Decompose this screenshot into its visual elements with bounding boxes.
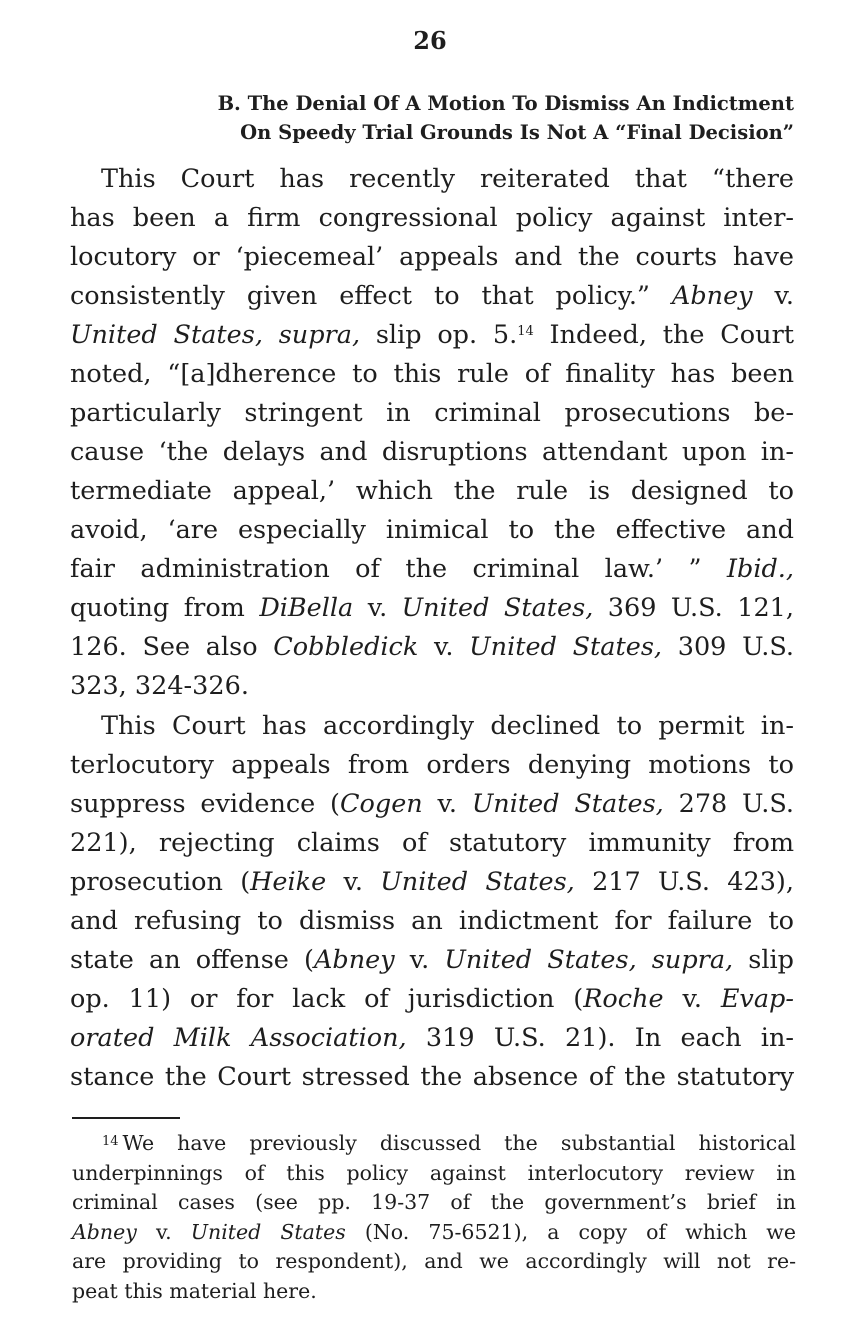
text-segment: (No. 75-6521), a copy of which we [364,1219,796,1244]
paragraph-2 [70,707,794,1097]
text-segment: consistently given effect to that policy.” [70,281,650,311]
text-line: and refusing to dismiss an indictment for failure to [70,906,794,936]
case-name: Abney [313,945,395,975]
case-name: United States, [380,867,575,897]
text-segment: v. [343,867,363,897]
text-line [70,628,794,667]
footnote-line [72,1129,796,1159]
text-segment: Indeed, the Court [549,320,795,350]
case-name: United States, supra, [70,320,361,350]
text-line [70,980,794,1019]
text-line: locutory or ‘piecemeal’ appeals and the courts have [70,242,794,272]
text-line [70,941,794,980]
text-segment: op. 11) or for lack of jurisdiction ( [70,984,584,1014]
text-segment: v. [155,1219,172,1244]
text-line: 323, 324-326. [70,671,249,701]
case-name: Cogen [340,789,423,819]
text-segment: v. [437,789,458,819]
case-name: Abney [671,281,753,311]
heading-line-1: B. The Denial Of A Motion To Dismiss An Indictment [217,92,794,115]
text-segment: slip op. 5. [375,320,518,350]
heading-line-2: On Speedy Trial Grounds Is Not A “Final Decision” [240,121,794,144]
text-segment: quoting from [70,593,245,623]
case-name: Abney [72,1219,137,1244]
text-line [70,316,794,355]
text-segment: v. [367,593,388,623]
footnote [72,1129,796,1306]
footnote-reference: 14 [517,324,534,339]
text-line [70,277,794,316]
case-name: United States, [469,632,663,662]
footnote-line: criminal cases (see pp. 19-37 of the government’s brief in [72,1190,796,1214]
footnote-line: underpinnings of this policy against interlocutory review in [72,1160,796,1185]
footnote-line [72,1218,796,1248]
text-segment: 217 U.S. 423), [592,867,794,897]
text-line: This Court has recently reiterated that “there [101,164,794,194]
text-line [70,589,794,628]
text-segment: 319 U.S. 21). In each in- [425,1023,794,1053]
text-line [70,785,794,824]
text-line: This Court has accordingly declined to permit in- [101,711,794,741]
text-segment: v. [774,281,795,311]
case-name: Roche [583,984,664,1014]
case-name: orated Milk Association, [70,1023,407,1053]
text-line: particularly stringent in criminal prosecutions be- [70,398,794,428]
footnote-line: peat this material here. [72,1278,317,1303]
case-name: Evap- [720,984,794,1014]
text-segment: suppress evidence ( [70,789,341,819]
text-segment: v. [433,632,454,662]
case-name: United States, [471,789,664,819]
text-line: terlocutory appeals from orders denying motions to [70,750,794,780]
case-name: Cobbledick [273,632,419,662]
page-number: 26 [413,26,447,55]
case-name: United States, supra, [444,945,734,975]
footnote-line: are providing to respondent), and we accordingly will not re- [72,1249,796,1273]
case-name: United States [190,1219,346,1244]
text-segment: 278 U.S. [678,789,794,819]
case-name: United States, [401,593,594,623]
section-heading [218,89,794,147]
citation-ibid: Ibid., [726,554,795,584]
text-segment: We have previously discussed the substantial historical [122,1131,796,1155]
text-segment: state an offense ( [70,945,314,975]
text-line: has been a firm congressional policy against inter- [70,203,794,233]
text-line: avoid, ‘are especially inimical to the effective and [70,515,794,545]
text-segment: 126. See also [70,632,258,662]
footnote-marker: 14 [102,1134,119,1149]
text-line: cause ‘the delays and disruptions attendant upon in- [70,437,794,467]
text-line: noted, “[a]dherence to this rule of finality has been [70,359,794,389]
case-name: Heike [250,867,327,897]
text-line: stance the Court stressed the absence of the statutory [70,1062,794,1092]
text-line: 221), rejecting claims of statutory immunity from [70,828,794,858]
text-segment: fair administration of the criminal law.’ ” [70,554,702,584]
text-segment: prosecution ( [70,867,251,897]
paragraph-1 [70,160,794,706]
text-segment: 369 U.S. 121, [607,593,795,623]
text-segment: 309 U.S. [677,632,794,662]
text-line [70,550,794,589]
text-line: termediate appeal,’ which the rule is designed to [70,476,794,506]
text-segment: v. [682,984,702,1014]
text-line [70,863,794,902]
text-segment: slip [748,945,794,975]
footnote-divider [72,1117,180,1119]
case-name: DiBella [259,593,354,623]
text-segment: v. [409,945,430,975]
text-line [70,1019,794,1058]
